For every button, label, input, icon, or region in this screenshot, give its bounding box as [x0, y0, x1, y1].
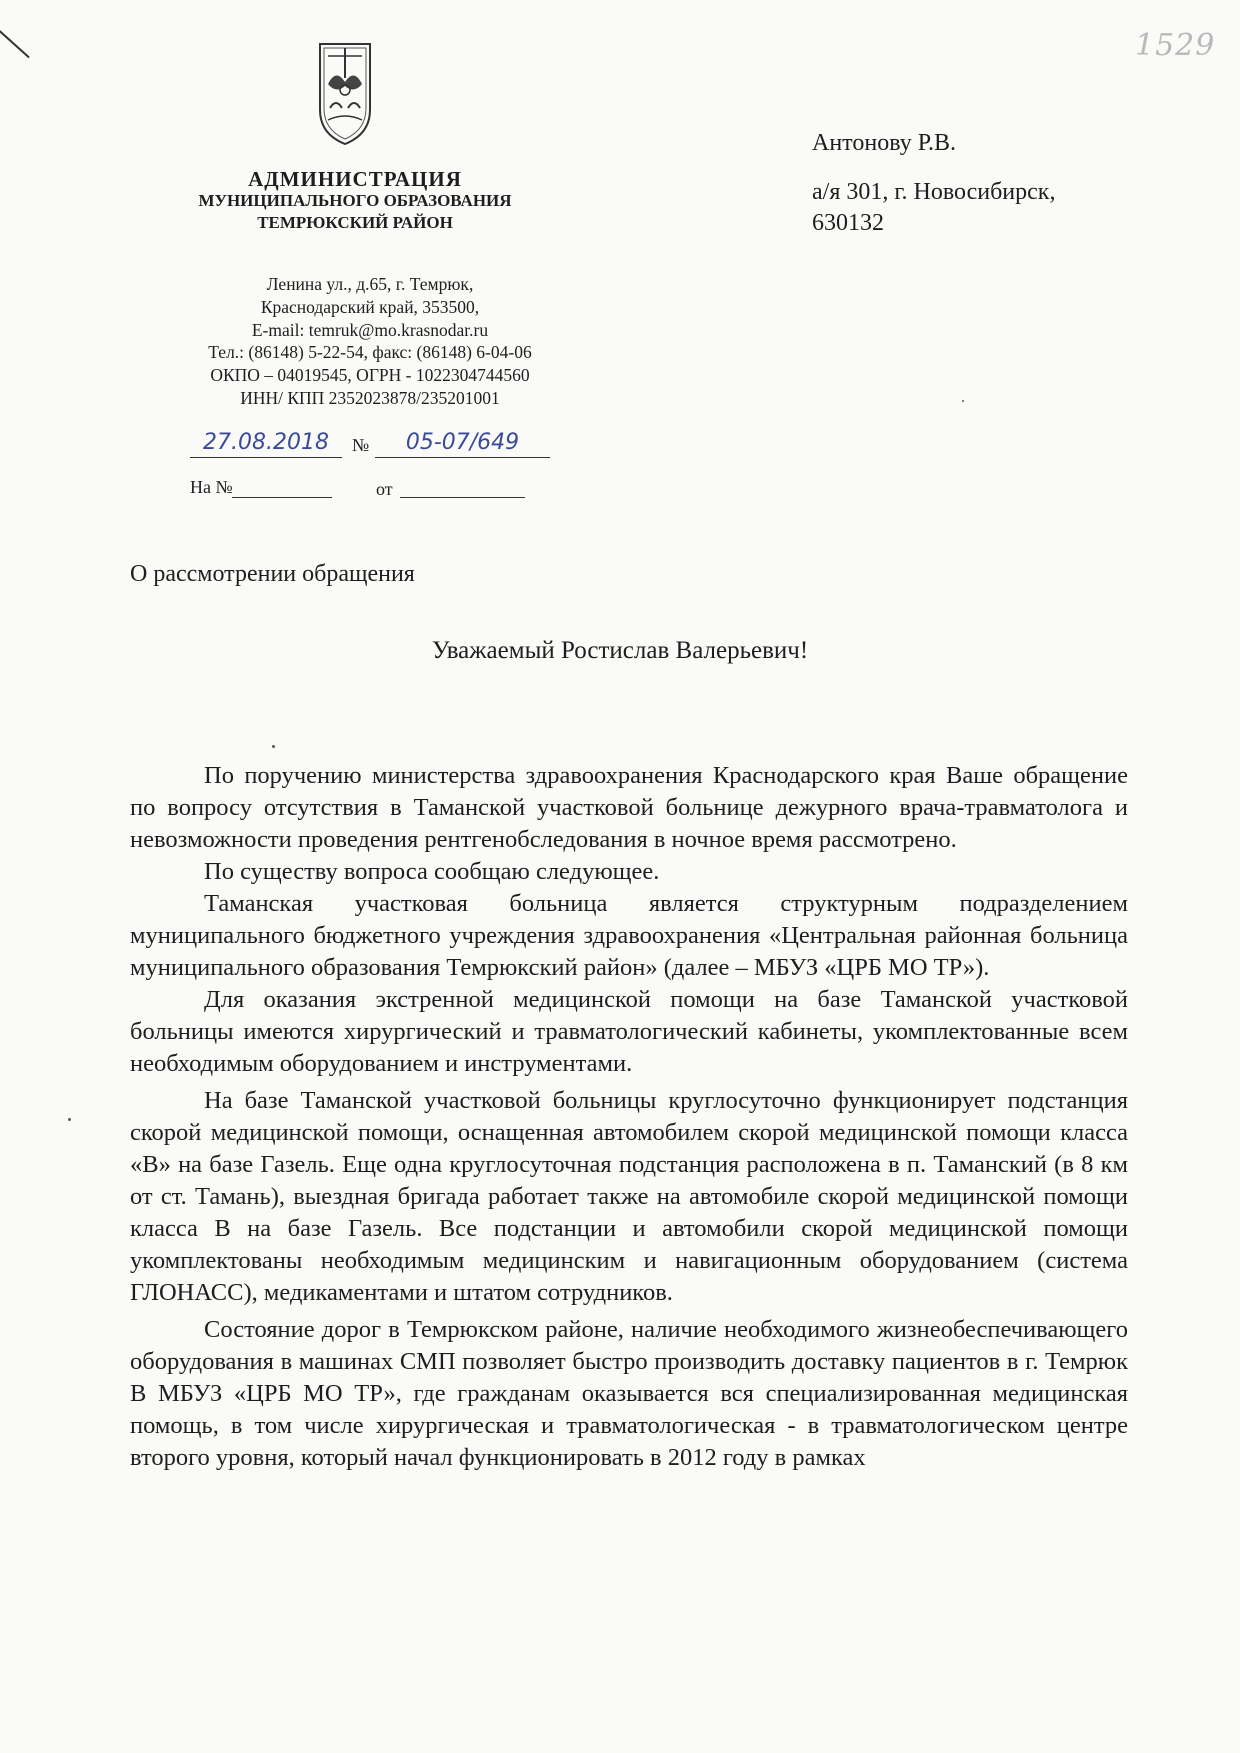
- registration-date: 27.08.2018: [190, 433, 342, 458]
- body-paragraph: По поручению министерства здравоохранения Краснодарского края Ваше обращение по вопросу отсутствия в Таманской участковой больнице дежурного врача-травматолога и невозможности проведения рентгенобследования в ночное время рассмотрено.: [130, 762, 1128, 853]
- recipient-block: [812, 128, 1055, 239]
- body-paragraph: Таманская участковая больница является структурным подразделением муниципального бюджетного учреждения здравоохранения «Центральная районная больница муниципального образования Темрюкский район» (далее – МБУЗ «ЦРБ МО ТР»).: [130, 890, 1128, 981]
- org-line-1: АДМИНИСТРАЦИЯ: [248, 167, 462, 191]
- reference-number-blank: [232, 497, 332, 498]
- letter-subject: О рассмотрении обращения: [130, 561, 415, 587]
- organization-address: [180, 273, 560, 410]
- reference-from-label: от: [376, 479, 393, 499]
- address-line: E-mail: temruk@mo.krasnodar.ru: [251, 319, 489, 340]
- address-line: Краснодарский край, 353500,: [260, 296, 480, 317]
- body-paragraph: Для оказания экстренной медицинской помощи на базе Таманской участковой больницы имеются хирургический и травматологический кабинеты, укомплектованные всем необходимым оборудованием и инструментами.: [130, 986, 1128, 1077]
- address-line: ИНН/ КПП 2352023878/235201001: [240, 387, 500, 408]
- address-line: Ленина ул., д.65, г. Темрюк,: [266, 274, 474, 294]
- organization-name: [150, 168, 560, 234]
- salutation: Уважаемый Ростислав Валерьевич!: [431, 637, 809, 664]
- registration-no-label: №: [352, 435, 370, 455]
- page-mark: 1529: [1135, 28, 1216, 63]
- reference-no-label: На №: [190, 477, 233, 497]
- org-line-2: МУНИЦИПАЛЬНОГО ОБРАЗОВАНИЯ: [198, 191, 512, 210]
- recipient-name: Антонову Р.В.: [812, 130, 957, 156]
- coat-of-arms-icon: [316, 38, 374, 148]
- org-line-3: ТЕМРЮКСКИЙ РАЙОН: [257, 213, 453, 232]
- body-paragraph: На базе Таманской участковой больницы круглосуточно функционирует подстанция скорой медицинской помощи, оснащенная автомобилем скорой медицинской помощи класса «В» на базе Газель. Еще одна круглосуточная подстанция расположена в п. Таманский (в 8 км от ст. Тамань), выездная бригада работает также на автомобиле скорой медицинской помощи класса В на базе Газель. Все подстанции и автомобили скорой медицинской помощи укомплектованы необходимым медицинским и навигационным оборудованием (система ГЛОНАСС), медикаментами и штатом сотрудников.: [130, 1087, 1128, 1306]
- address-line: ОКПО – 04019545, ОГРН - 1022304744560: [210, 365, 530, 386]
- letter-body: [130, 760, 1128, 1474]
- reference-line: [190, 477, 530, 498]
- body-paragraph: По существу вопроса сообщаю следующее.: [204, 858, 660, 885]
- body-paragraph: Состояние дорог в Темрюкском районе, наличие необходимого жизнеобеспечивающего оборудования в машинах СМП позволяет быстро производить доставку пациентов в г. Темрюк В МБУЗ «ЦРБ МО ТР», где гражданам оказывается вся специализированная медицинская помощь, в том числе хирургическая и травматологическая - в травматологическом центре второго уровня, который начал функционировать в 2012 году в рамках: [130, 1316, 1128, 1471]
- recipient-address-line: 630132: [812, 210, 884, 236]
- registration-number: 05-07/649: [375, 433, 550, 458]
- recipient-address-line: а/я 301, г. Новосибирск,: [812, 179, 1056, 205]
- corner-mark: [0, 30, 30, 58]
- address-line: Тел.: (86148) 5-22-54, факс: (86148) 6-04-06: [208, 342, 532, 363]
- reference-date-blank: [400, 497, 525, 498]
